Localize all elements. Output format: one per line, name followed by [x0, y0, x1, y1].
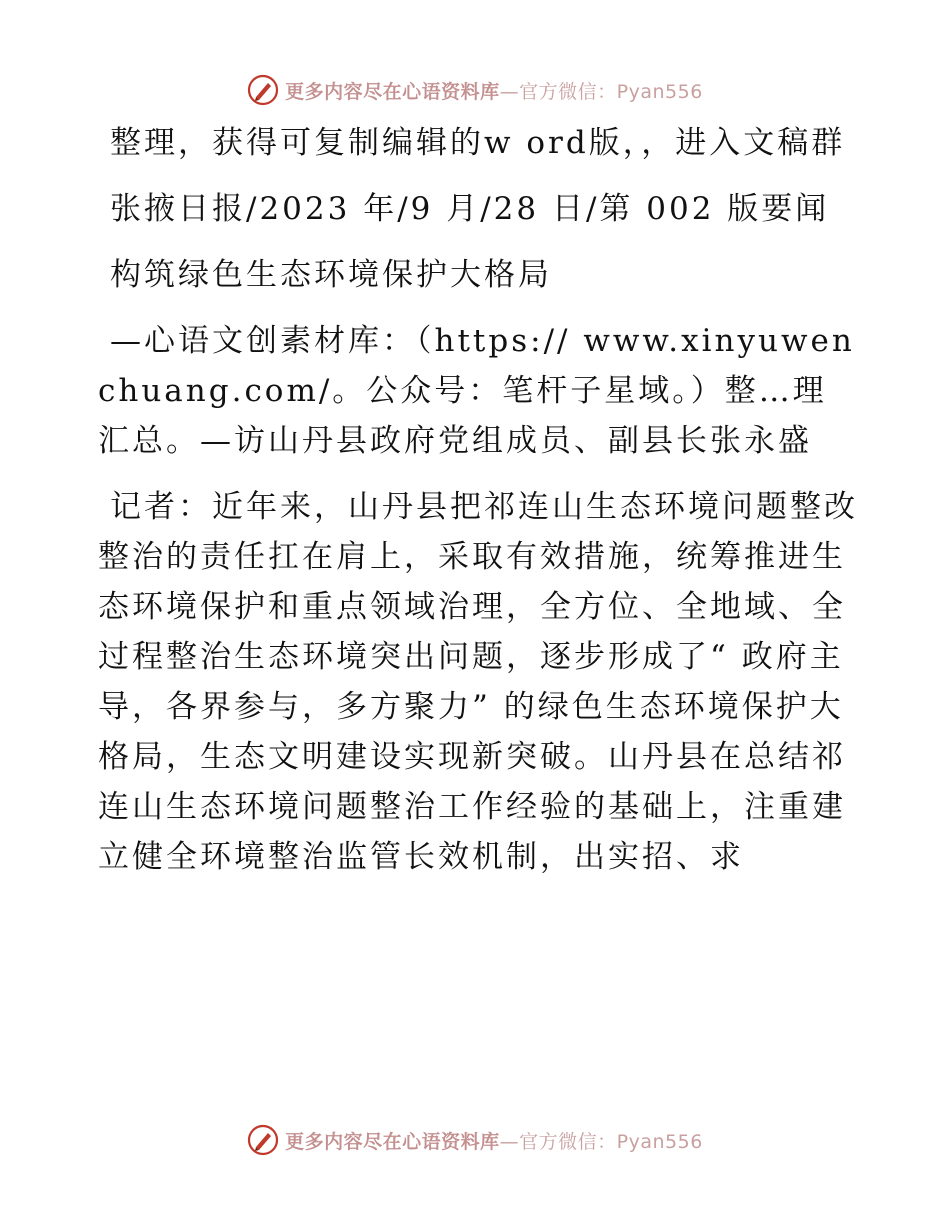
pen-logo-icon: [247, 1124, 279, 1156]
article-title: 构筑绿色生态环境保护大格局: [110, 257, 552, 293]
footer-watermark-banner: [0, 1120, 950, 1160]
header-banner-text: 更多内容尽在心语资料库—官方微信：Pyan556: [285, 80, 703, 103]
source-line: 张掖日报/2023 年/9 月/28 日/第 002 版要闻: [110, 191, 830, 227]
header-watermark-banner: [0, 70, 950, 110]
pen-logo-icon: [247, 74, 279, 106]
article-subtitle: —心语文创素材库：（https:// www.xinyuwenchuang.com/。公众号：笔杆子星域。）整…理汇总。—访山丹县政府党组成员、副县长张永盛: [98, 323, 855, 459]
article-body: 记者：近年来，山丹县把祁连山生态环境问题整改整治的责任扛在肩上，采取有效措施，统筹推进生态环境保护和重点领域治理，全方位、全地域、全过程整治生态环境突出问题，逐步形成了“ 政府主导，各界参与，多方聚力” 的绿色生态环境保护大格局，生态文明建设实现新突破。山丹县在总结祁连山生态环境问题整治工作经验的基础上，注重建立健全环境整治监管长效机制，出实招、求: [98, 489, 858, 875]
footer-banner-text: 更多内容尽在心语资料库—官方微信：Pyan556: [285, 1130, 703, 1153]
intro-paragraph: 整理，获得可复制编辑的w ord版，，进入文稿群: [110, 125, 846, 161]
article-content: [98, 118, 858, 882]
